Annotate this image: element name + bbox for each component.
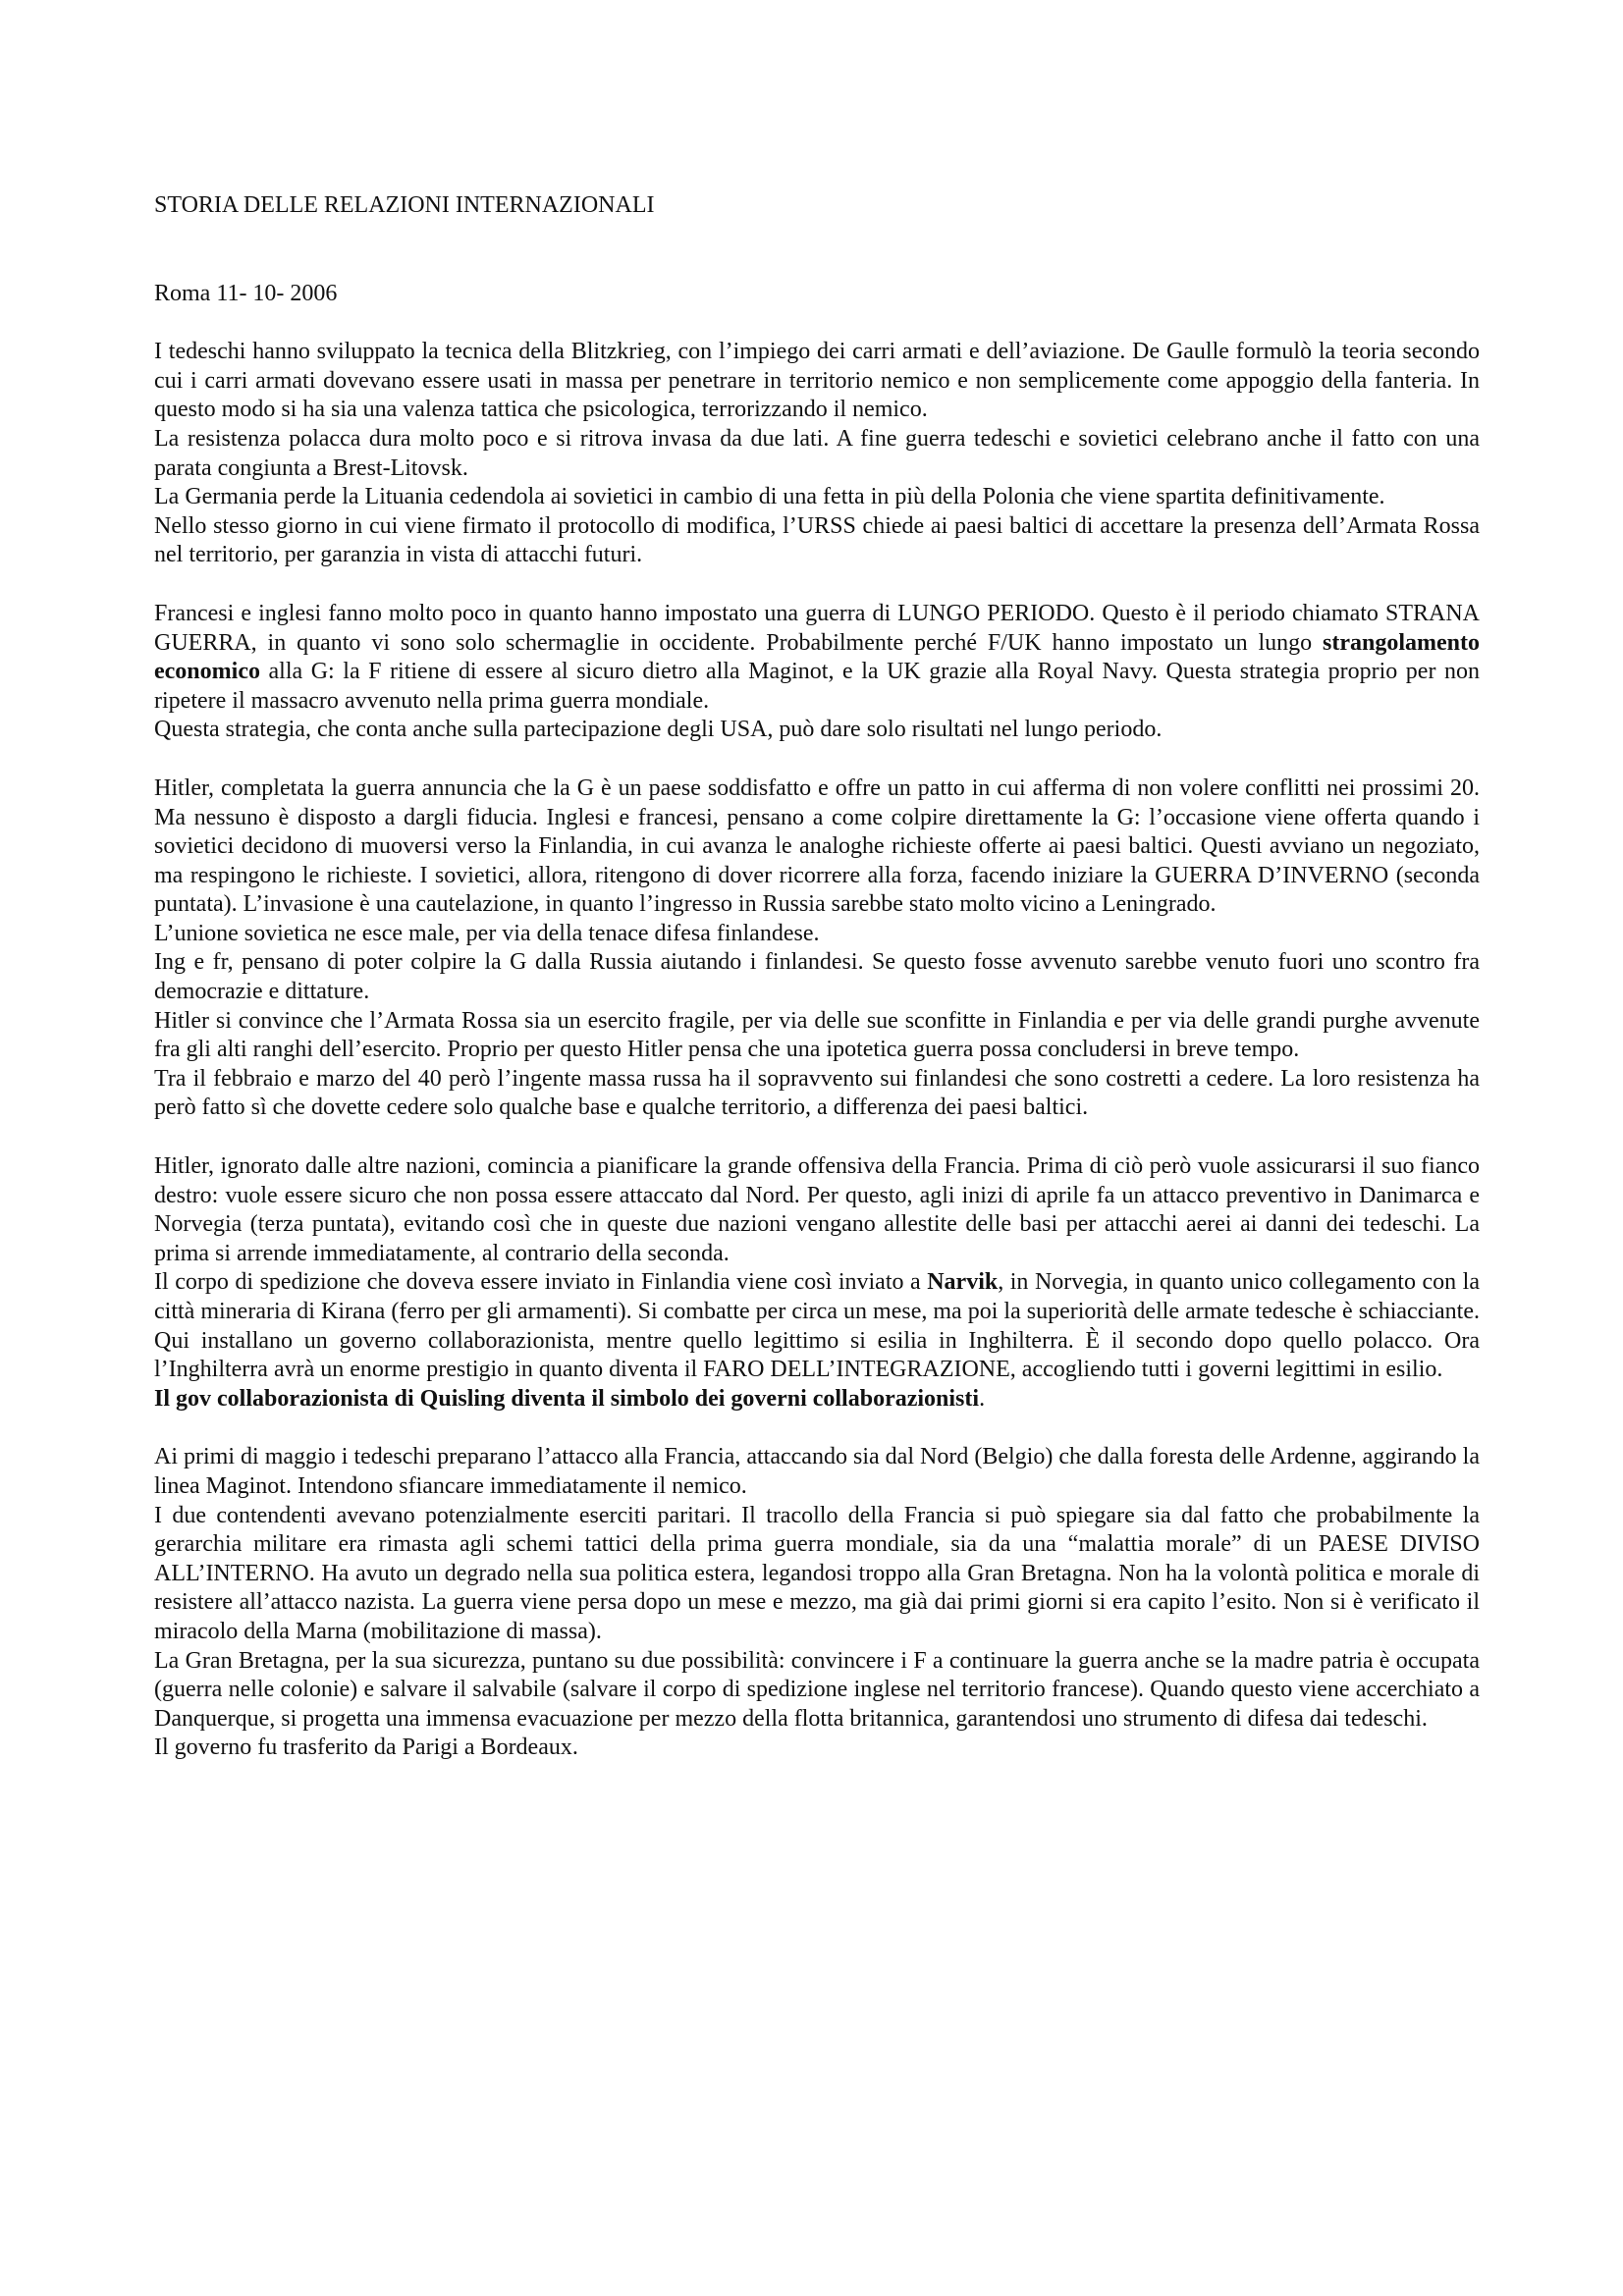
paragraph: Questa strategia, che conta anche sulla partecipazione degli USA, può dare solo risultati nel lungo periodo. xyxy=(154,717,1163,743)
bold-term: Narvik xyxy=(927,1269,999,1296)
paragraph: Hitler, completata la guerra annuncia che la G è un paese soddisfatto e offre un patto in cui afferma di non volere conflitti nei prossimi 20. Ma nessuno è disposto a dargli fiducia. Inglesi e francesi, pensano a come colpire direttamente la G: l’occasione viene offerta quando i sovietici decidono di muoversi verso la Finlandia, in cui avanza le analoghe richieste offerte ai paesi baltici. Questi avviano un negoziato, ma respingono le richieste. I sovietici, allora, ritengono di dover ricorrere alla forza, facendo iniziare la GUERRA D’INVERNO (seconda puntata). L’invasione è una cautelazione, in quanto l’ingresso in Russia sarebbe stato molto vicino a Leningrado. xyxy=(154,774,1480,918)
paragraph: Ai primi di maggio i tedeschi preparano l’attacco alla Francia, attaccando sia dal Nord (Belgio) che dalla foresta delle Ardenne, aggirando la linea Maginot. Intendono sfiancare immediatamente il nemico. xyxy=(154,1444,1480,1499)
paragraph: I tedeschi hanno sviluppato la tecnica della Blitzkrieg, con l’impiego dei carri armati e dell’aviazione. De Gaulle formulò la teoria secondo cui i carri armati dovevano essere usati in massa per penetrare in territorio nemico e non semplicemente come appoggio della fanteria. In questo modo si ha sia una valenza tattica che psicologica, terrorizzando il nemico. xyxy=(154,339,1480,423)
bold-term: strangolamento economico xyxy=(154,629,1480,685)
paragraph: La Gran Bretagna, per la sua sicurezza, puntano su due possibilità: convincere i F a continuare la guerra anche se la madre patria è occupata (guerra nelle colonie) e salvare il salvabile (salvare il corpo di spedizione inglese nel territorio francese). Quando questo viene accerchiato a Danquerque, si progetta una immensa evacuazione per mezzo della flotta britannica, garantendosi uno strumento di difesa dai tedeschi. xyxy=(154,1647,1480,1732)
paragraph: Hitler, ignorato dalle altre nazioni, comincia a pianificare la grande offensiva della Francia. Prima di ciò però vuole assicurarsi il suo fianco destro: vuole essere sicuro che non possa essere attaccato dal Nord. Per questo, agli inizi di aprile fa un attacco preventivo in Danimarca e Norvegia (terza puntata), evitando così che in queste due nazioni vengano allestite delle basi per attacchi aerei ai danni dei tedeschi. La prima si arrende immediatamente, al contrario della seconda. xyxy=(154,1153,1480,1266)
paragraph: I due contendenti avevano potenzialmente eserciti paritari. Il tracollo della Francia si può spiegare sia dal fatto che probabilmente la gerarchia militare era rimasta agli schemi tattici della prima guerra mondiale, sia da una “malattia morale” di un PAESE DIVISO ALL’INTERNO. Ha avuto un degrado nella sua politica estera, legandosi troppo alla Gran Bretagna. Non ha la volontà politica e morale di resistere all’attacco nazista. La guerra viene persa dopo un mese e mezzo, ma già dai primi giorni si era capito l’esito. Non si è verificato il miracolo della Marna (mobilitazione di massa). xyxy=(154,1502,1480,1644)
paragraph: Il governo fu trasferito da Parigi a Bordeaux. xyxy=(154,1735,578,1761)
paragraph: Il gov collaborazionista di Quisling diventa il simbolo dei governi collaborazionisti. xyxy=(154,1385,986,1412)
bold-sentence: Il gov collaborazionista di Quisling diventa il simbolo dei governi collaborazionisti xyxy=(154,1385,980,1412)
section-strana-guerra xyxy=(154,600,1480,745)
section-francia xyxy=(154,1443,1480,1763)
section-norvegia xyxy=(154,1152,1480,1414)
paragraph: Hitler si convince che l’Armata Rossa sia un esercito fragile, per via delle sue sconfitte in Finlandia e per via delle grandi purghe avvenute fra gli alti ranghi dell’esercito. Proprio per questo Hitler pensa che una ipotetica guerra possa concludersi in breve tempo. xyxy=(154,1007,1480,1063)
paragraph: Ing e fr, pensano di poter colpire la G dalla Russia aiutando i finlandesi. Se questo fosse avvenuto sarebbe venuto fuori uno scontro fra democrazie e dittature. xyxy=(154,949,1480,1005)
paragraph: La resistenza polacca dura molto poco e si ritrova invasa da due lati. A fine guerra tedeschi e sovietici celebrano anche il fatto con una parata congiunta a Brest-Litovsk. xyxy=(154,425,1480,481)
paragraph: La Germania perde la Lituania cedendola ai sovietici in cambio di una fetta in più della Polonia che viene spartita definitivamente. xyxy=(154,484,1385,510)
section-guerra-inverno xyxy=(154,774,1480,1123)
document-title: STORIA DELLE RELAZIONI INTERNAZIONALI xyxy=(154,192,655,218)
document-date: Roma 11- 10- 2006 xyxy=(154,280,338,306)
document-page xyxy=(154,191,1480,1792)
paragraph: Francesi e inglesi fanno molto poco in quanto hanno impostato una guerra di LUNGO PERIODO. Questo è il periodo chiamato STRANA GUERRA, in quanto vi sono solo schermaglie in occidente. Probabilmente perché F/UK hanno impostato un lungo strangolamento economico alla G: la F ritiene di essere al sicuro dietro alla Maginot, e la UK grazie alla Royal Navy. Questa strategia proprio per non ripetere il massacro avvenuto nella prima guerra mondiale. xyxy=(154,600,1480,714)
section-blitzkrieg xyxy=(154,338,1480,570)
paragraph: Tra il febbraio e marzo del 40 però l’ingente massa russa ha il sopravvento sui finlandesi che sono costretti a cedere. La loro resistenza ha però fatto sì che dovette cedere solo qualche base e qualche territorio, a differenza dei paesi baltici. xyxy=(154,1065,1480,1121)
paragraph: Il corpo di spedizione che doveva essere inviato in Finlandia viene così inviato a Narvik, in Norvegia, in quanto unico collegamento con la città mineraria di Kirana (ferro per gli armamenti). Si combatte per circa un mese, ma poi la superiorità delle armate tedesche è schiacciante. Qui installano un governo collaborazionista, mentre quello legittimo si esilia in Inghilterra. È il secondo dopo quello polacco. Ora l’Inghilterra avrà un enorme prestigio in quanto diventa il FARO DELL’INTEGRAZIONE, accogliendo tutti i governi legittimi in esilio. xyxy=(154,1269,1481,1383)
paragraph: Nello stesso giorno in cui viene firmato il protocollo di modifica, l’URSS chiede ai paesi baltici di accettare la presenza dell’Armata Rossa nel territorio, per garanzia in vista di attacchi futuri. xyxy=(154,512,1480,568)
paragraph: L’unione sovietica ne esce male, per via della tenace difesa finlandese. xyxy=(154,920,820,946)
